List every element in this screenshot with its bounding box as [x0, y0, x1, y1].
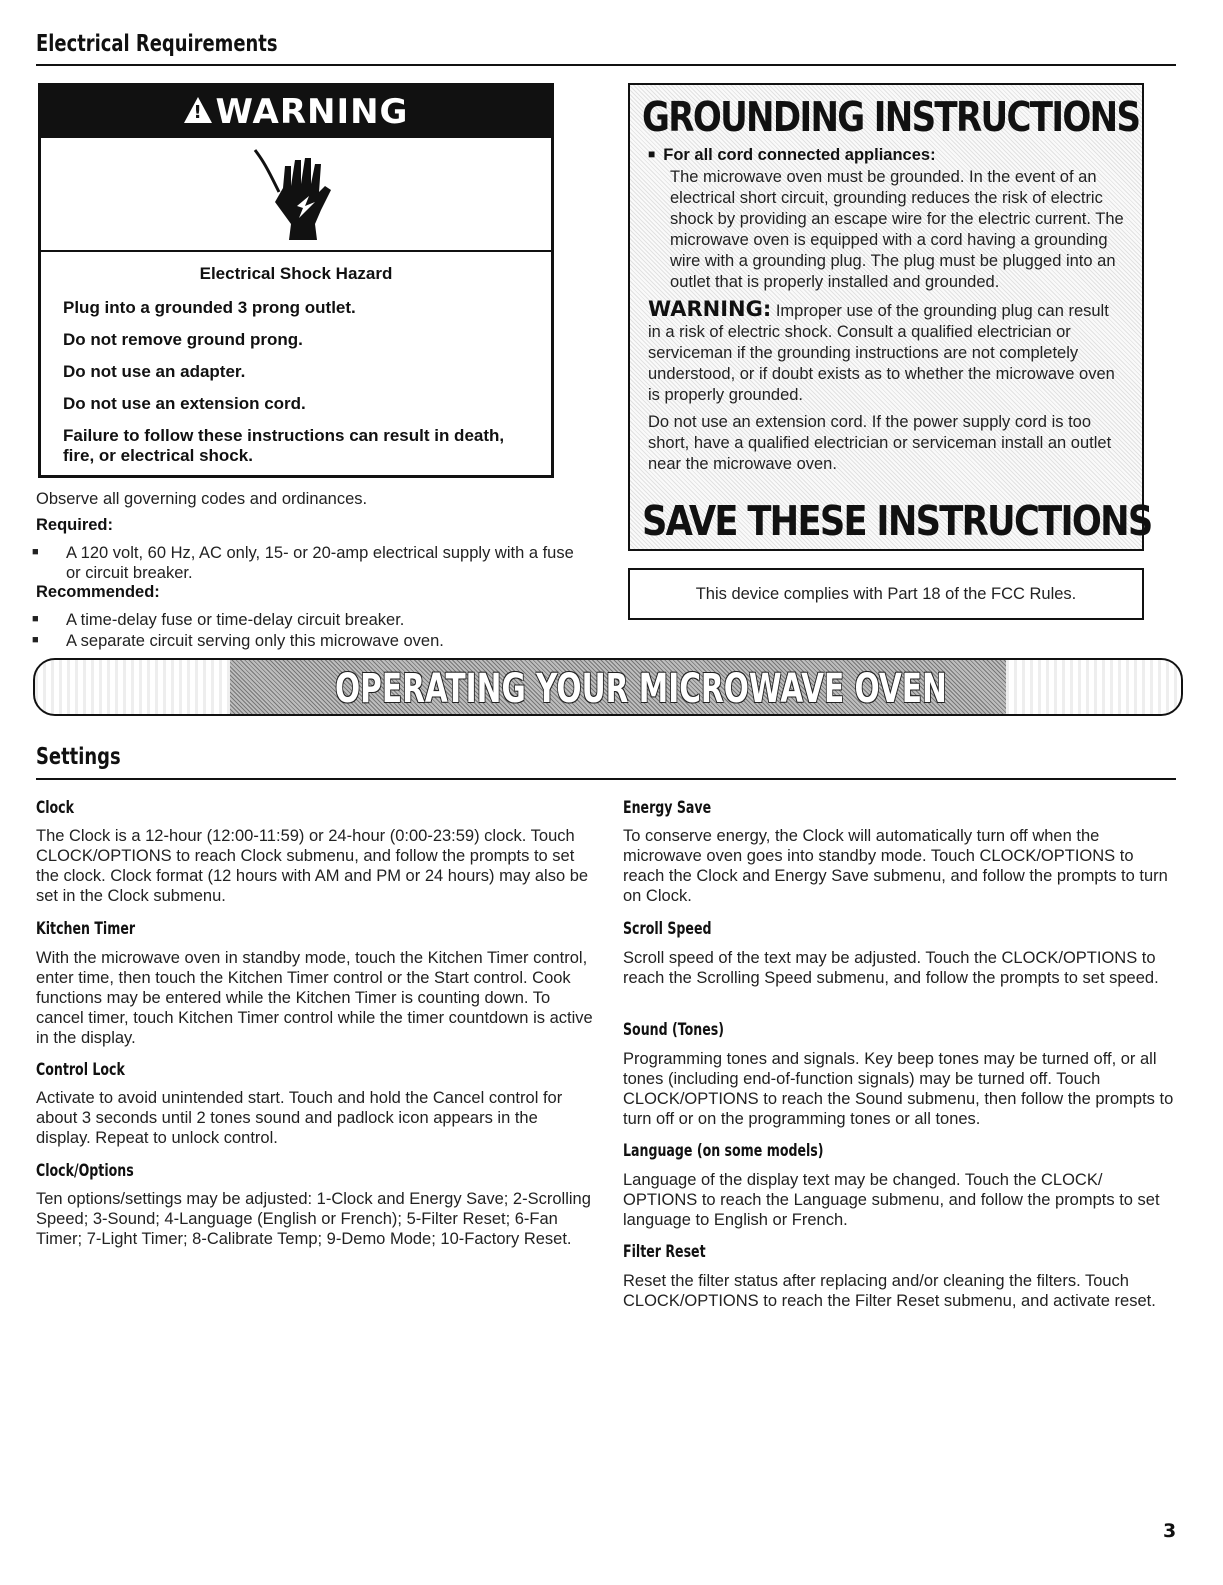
section-banner — [33, 658, 1183, 716]
setting-heading: Clock/Options — [36, 1161, 134, 1181]
setting-text: Language of the display text may be changed. Touch the CLOCK/ OPTIONS to reach the Language submenu, and follow the prompts to set language to English or French. — [623, 1171, 1160, 1229]
required-label: Required: — [36, 516, 114, 534]
setting-heading: Kitchen Timer — [36, 919, 136, 939]
warning-line: Plug into a grounded 3 prong outlet. — [63, 298, 356, 317]
grounding-warning-word: WARNING: — [648, 297, 772, 321]
shock-hand-icon — [251, 144, 341, 244]
warning-heading — [41, 86, 551, 138]
header-rule — [36, 64, 1176, 66]
grounding-warning-text: Improper use of the grounding plug can result in a risk of electric shock. Consult a qualified electrician or serviceman if the grounding instructions are not completely understood, or if doubt exists as to whether the microwave oven is properly grounded. — [648, 302, 1115, 404]
banner-left-cap — [35, 660, 230, 714]
setting-text: Ten options/settings may be adjusted: 1-Clock and Energy Save; 2-Scrolling Speed; 3-Sound; 4-Language (English or French); 5-Filter Reset; 6-Fan Timer; 7-Light Timer; 8-Calibrate Temp; 9-Demo Mode; 10-Factory Reset. — [36, 1190, 591, 1248]
warning-box — [38, 83, 554, 478]
grounding-para: The microwave oven must be grounded. In the event of an electrical short circuit, grounding reduces the risk of electric shock by providing an escape wire for the electric current. The microwave oven is equipped with a cord having a grounding wire with a grounding plug. The plug must be plugged into an outlet that is properly installed and grounded. — [670, 168, 1124, 291]
settings-title: Settings — [36, 744, 121, 770]
setting-text: The Clock is a 12-hour (12:00-11:59) or 24-hour (0:00-23:59) clock. Touch CLOCK/OPTIONS to reach Clock submenu, and follow the prompts to set the clock. Clock format (12 hours with AM and PM or 24 hours) may also be set in the Clock submenu. — [36, 827, 589, 905]
recommended-label: Recommended: — [36, 583, 160, 601]
grounding-para: Do not use an extension cord. If the power supply cord is too short, have a qualified electrician or serviceman install an outlet near the microwave oven. — [648, 413, 1112, 473]
warning-line: Failure to follow these instructions can result in death, fire, or electrical shock. — [63, 426, 505, 465]
fcc-notice: This device complies with Part 18 of the FCC Rules. — [628, 568, 1144, 620]
shock-hazard-icon-area — [41, 138, 551, 252]
warning-line: Do not use an adapter. — [63, 362, 246, 381]
warning-triangle-icon: ! — [184, 97, 212, 123]
grounding-title: GROUNDING INSTRUCTIONS — [642, 93, 1140, 141]
warning-heading-text: WARNING — [215, 92, 409, 132]
banner-title: OPERATING YOUR MICROWAVE OVEN — [335, 666, 947, 712]
grounding-box — [628, 83, 1152, 551]
page-title: Electrical Requirements — [36, 31, 278, 57]
grounding-subheading: ■ For all cord connected appliances: — [648, 145, 1126, 167]
setting-text: With the microwave oven in standby mode, touch the Kitchen Timer control, enter time, then touch the Kitchen Timer control or the Start control. Cook functions may be entered while the Kitchen Timer is counting down. To cancel timer, touch Kitchen Timer control while the timer countdown is active in the display. — [36, 949, 593, 1047]
setting-heading: Language (on some models) — [623, 1141, 824, 1161]
settings-rule — [36, 778, 1176, 780]
setting-text: Activate to avoid unintended start. Touch and hold the Cancel control for about 3 seconds until 2 tones sound and padlock icon appears in the display. Repeat to unlock control. — [36, 1089, 563, 1147]
setting-heading: Control Lock — [36, 1060, 125, 1080]
required-item: ■ A 120 volt, 60 Hz, AC only, 15- or 20-amp electrical supply with a fuse or circuit breaker. — [66, 543, 591, 583]
banner-right-cap — [1006, 660, 1181, 714]
recommended-item: ■ A separate circuit serving only this microwave oven. — [66, 631, 444, 651]
recommended-item: ■ A time-delay fuse or time-delay circuit breaker. — [66, 610, 404, 630]
warning-line: Do not use an extension cord. — [63, 394, 306, 413]
save-instructions-title: SAVE THESE INSTRUCTIONS — [642, 497, 1152, 545]
setting-heading: Clock — [36, 798, 75, 818]
warning-line: Do not remove ground prong. — [63, 330, 303, 349]
setting-heading: Filter Reset — [623, 1242, 706, 1262]
setting-text: Scroll speed of the text may be adjusted. Touch the CLOCK/OPTIONS to reach the Scrolling Speed submenu, and follow the prompts to set speed. — [623, 949, 1159, 987]
observe-text: Observe all governing codes and ordinances. — [36, 490, 368, 508]
setting-heading: Sound (Tones) — [623, 1020, 725, 1040]
setting-heading: Energy Save — [623, 798, 712, 818]
setting-text: Reset the filter status after replacing and/or cleaning the filters. Touch CLOCK/OPTIONS to reach the Filter Reset submenu, and activate reset. — [623, 1272, 1156, 1310]
setting-text: To conserve energy, the Clock will automatically turn off when the microwave oven goes into standby mode. Touch CLOCK/OPTIONS to reach the Clock and Energy Save submenu, and follow the prompts to turn on Clock. — [623, 827, 1168, 905]
setting-heading: Scroll Speed — [623, 919, 712, 939]
setting-text: Programming tones and signals. Key beep tones may be turned off, or all tones (including end-of-function signals) may be turned off. Touch CLOCK/OPTIONS to reach the Sound submenu, then follow the prompts to turn off or on the programming tones or all tones. — [623, 1050, 1174, 1128]
page-number: 3 — [1163, 1520, 1177, 1542]
hazard-label: Electrical Shock Hazard — [199, 264, 393, 283]
